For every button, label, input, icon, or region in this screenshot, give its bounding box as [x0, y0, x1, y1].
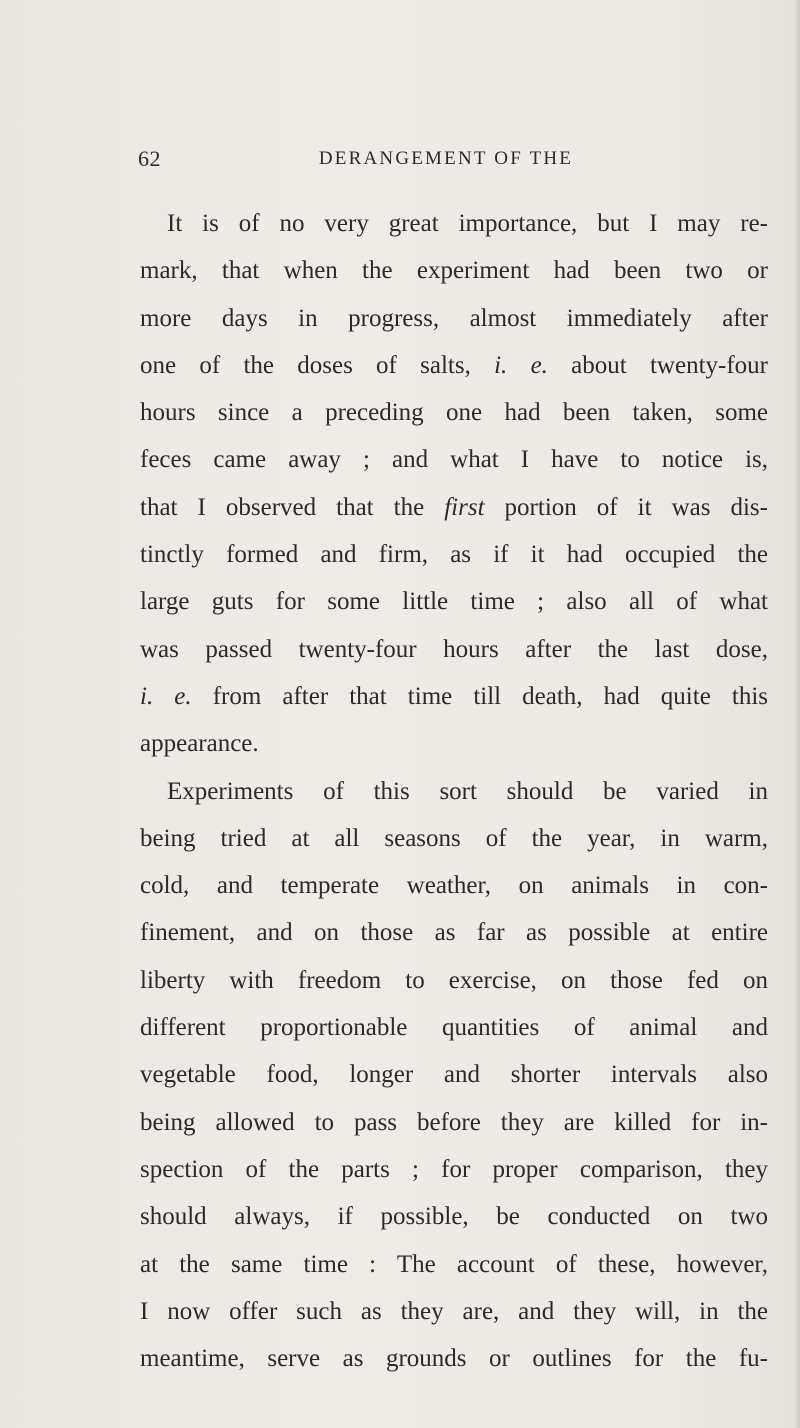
running-title: DERANGEMENT OF THE: [318, 148, 574, 169]
text-line: was passed twenty-four hours after the last dose,: [140, 635, 768, 663]
text-line: liberty with freedom to exercise, on those fed on: [140, 966, 768, 994]
text-line: different proportionable quantities of animal and: [140, 1014, 768, 1042]
text-line: cold, and temperate weather, on animals in con-: [140, 872, 768, 900]
text-line: i. e. from after that time till death, had quite this: [140, 682, 768, 710]
text-line: Experiments of this sort should be varied in: [167, 777, 768, 805]
body-text: [140, 200, 768, 1382]
text-line: appearance.: [140, 730, 259, 758]
italic-abbreviation: i. e.: [140, 682, 192, 710]
text-line: tinctly formed and firm, as if it had occupied the: [140, 541, 768, 569]
italic-abbreviation: i. e.: [494, 351, 548, 379]
text-line: finement, and on those as far as possible at entire: [140, 919, 768, 947]
text-line: should always, if possible, be conducted on two: [140, 1203, 768, 1231]
text-line: vegetable food, longer and shorter intervals also: [140, 1061, 768, 1089]
text-segment: that I observed that the: [140, 493, 445, 521]
text-line: being allowed to pass before they are killed for in-: [140, 1108, 768, 1136]
text-line: more days in progress, almost immediately after: [140, 304, 768, 332]
text-line-segment: one of the doses of salts, i. e. about twenty-four: [140, 351, 769, 379]
italic-word: first: [444, 493, 485, 521]
text-line: mark, that when the experiment had been two or: [140, 257, 768, 285]
text-line: I now offer such as they are, and they will, in the: [140, 1297, 768, 1325]
text-line: spection of the parts ; for proper comparison, they: [140, 1155, 768, 1183]
text-line: feces came away ; and what I have to notice is,: [140, 446, 768, 474]
text-line: meantime, serve as grounds or outlines for the fu-: [140, 1345, 768, 1373]
text-segment: portion of it was dis-: [484, 493, 768, 521]
text-line: [140, 342, 768, 389]
running-head: [138, 146, 758, 178]
text-line: hours since a preceding one had been taken, some: [140, 399, 768, 427]
page-edge-shadow: [794, 0, 800, 1428]
text-line-with-italic: [140, 484, 768, 531]
page-number: 62: [138, 146, 161, 171]
text-line: large guts for some little time ; also all of what: [140, 588, 768, 616]
text-line: at the same time : The account of these, however,: [140, 1250, 768, 1278]
text-line: It is of no very great importance, but I may re-: [167, 210, 768, 237]
text-line: being tried at all seasons of the year, in warm,: [140, 824, 768, 852]
